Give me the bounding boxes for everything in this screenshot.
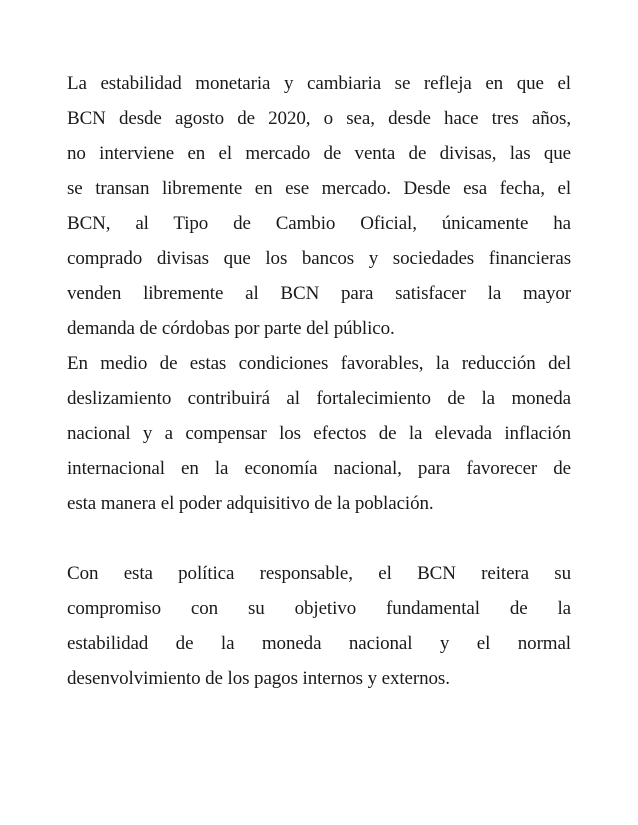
text-body (67, 66, 571, 696)
text-line: demanda de córdobas por parte del público. (67, 318, 395, 339)
text-line: compromiso con su objetivo fundamental de la (67, 598, 571, 619)
text-line: BCN, al Tipo de Cambio Oficial, únicamente ha (67, 213, 571, 234)
text-line: desenvolvimiento de los pagos internos y externos. (67, 668, 450, 689)
paragraph-1 (67, 66, 571, 346)
text-line: Con esta política responsable, el BCN reitera su (67, 563, 571, 584)
text-line: venden libremente al BCN para satisfacer la mayor (67, 283, 571, 304)
paragraph-3 (67, 556, 571, 696)
text-line: comprado divisas que los bancos y sociedades financieras (67, 248, 571, 269)
text-line: internacional en la economía nacional, para favorecer de (67, 458, 571, 479)
text-line: nacional y a compensar los efectos de la elevada inflación (67, 423, 571, 444)
text-line: estabilidad de la moneda nacional y el normal (67, 633, 571, 654)
text-line: esta manera el poder adquisitivo de la población. (67, 493, 434, 514)
text-line: no interviene en el mercado de venta de divisas, las que (67, 143, 571, 164)
text-line: En medio de estas condiciones favorables, la reducción del (67, 353, 571, 374)
text-line: deslizamiento contribuirá al fortalecimiento de la moneda (67, 388, 571, 409)
text-line: La estabilidad monetaria y cambiaria se refleja en que el (67, 73, 571, 94)
text-line: se transan libremente en ese mercado. Desde esa fecha, el (67, 178, 571, 199)
paragraph-2 (67, 346, 571, 521)
text-line: BCN desde agosto de 2020, o sea, desde hace tres años, (67, 108, 571, 129)
